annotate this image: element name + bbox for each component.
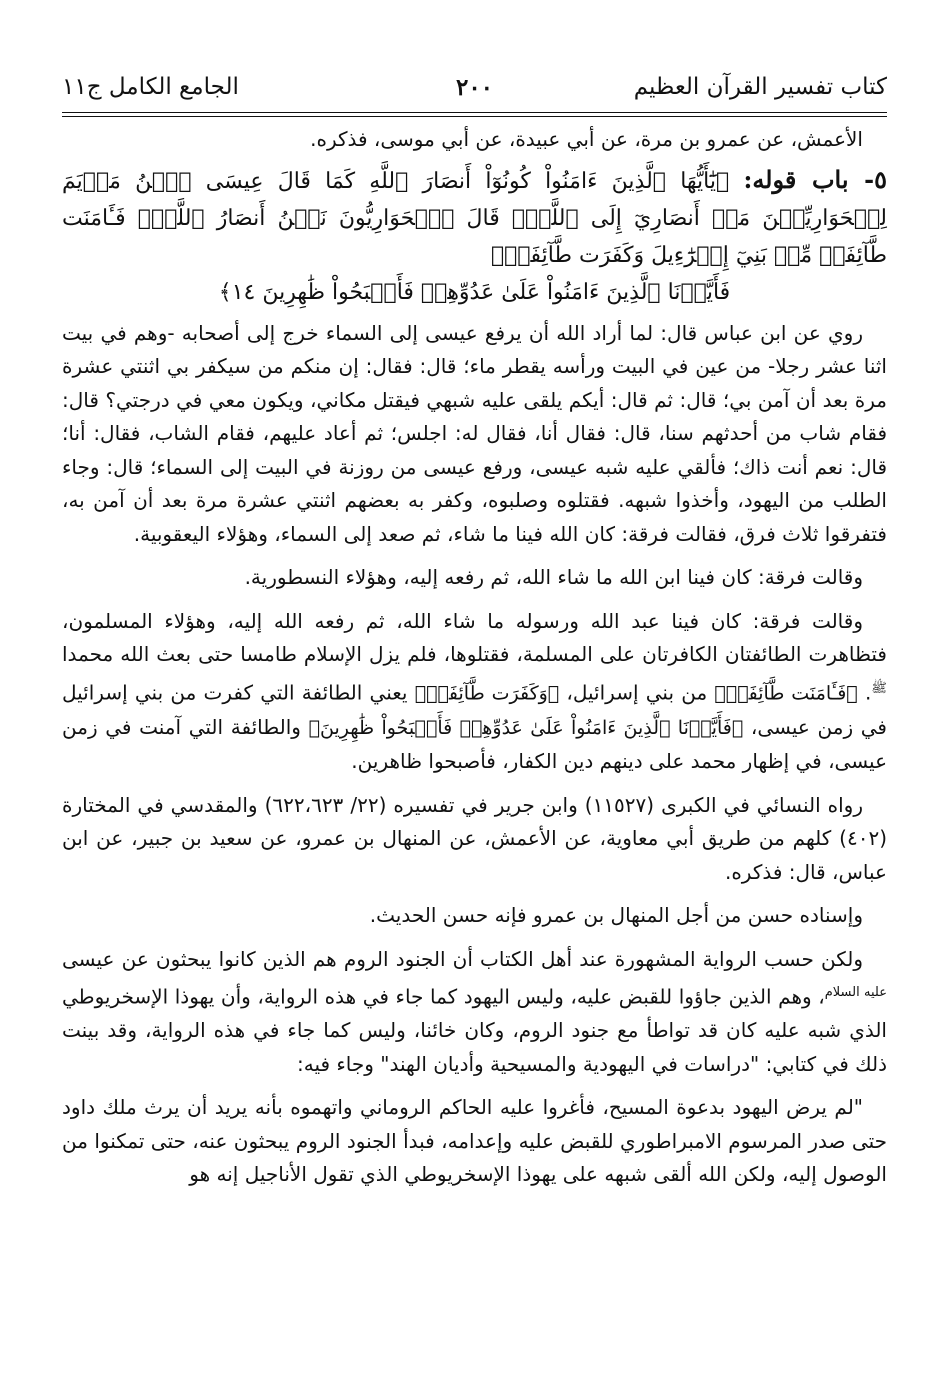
bab-number: ٥- باب قوله: [743,164,887,194]
text-segment: . [864,680,872,705]
quran-quote: ﴿فَـَٔامَنَت طَّآئِفَةٞ﴾ [714,682,858,705]
paragraph-muslims [62,605,887,779]
text-segment: ، وهم الذين جاؤوا للقبض عليه، وليس اليهود كما جاء في هذه الرواية، وأن يهوذا الإسخريوطي الذي شبه عليه كان قد تواطأ مع جنود الروم، وكان خائنا، وليس كما جاء في هذه الرواية، وقد بينت ذلك في كتابي: "دراسات في اليهودية والمسيحية وأديان الهند" وجاء فيه: [62,984,887,1076]
text-segment: وقالت فرقة: كان فينا عبد الله ورسوله ما شاء الله، ثم رفعه الله إليه، وهؤلاء المسلمون، فتظاهرت الطائفتان الكافرتان على المسلمة، فقتلوها، فلم يزل الإسلام طامسا حتى بعث الله محمدا [62,608,887,666]
paragraph-takhrij: رواه النسائي في الكبرى (١١٥٢٧) وابن جرير في تفسيره (٢٢/ ٦٢٢،٦٢٣) والمقدسي في المختارة (٤٠٢) كلهم من طريق أبي معاوية، عن الأعمش، عن المنهال بن عمرو، عن سعيد بن جبير، عن ابن عباس، قال: فذكره. [62,792,887,884]
paragraph-nestorians: وقالت فرقة: كان فينا ابن الله ما شاء الله، ثم رفعه إليه، وهؤلاء النسطورية. [244,565,863,589]
text-segment: يعني الطائفة التي كفرت من بني إسرائيل في زمن عيسى، [62,680,887,739]
paragraph-continuation: الأعمش، عن عمرو بن مرة، عن أبي عبيدة، عن أبي موسى، فذكره. [310,127,863,151]
page-number: ٢٠٠ [455,74,494,101]
text-segment: والطائفة التي آمنت في زمن عيسى، في إظهار محمد على دينهم دين الكفار، فأصبحوا ظاهرين. [62,714,887,774]
paragraph-grading: وإسناده حسن من أجل المنهال بن عمرو فإنه حسن الحديث. [369,903,863,928]
text-segment: ولكن حسب الرواية المشهورة عند أهل الكتاب أن الجنود الروم هم الذين كانوا يبحثون عن عيسى [62,946,863,971]
paragraph-narration: روي عن ابن عباس قال: لما أراد الله أن يرفع عيسى إلى السماء خرج إلى أصحابه -وهم في بيت اثنا عشر رجلا- من عين في البيت ورأسه يقطر ماء؛ قال: فقال: إن منكم من سيكفر بي اثنتي عشرة مرة بعد أن آمن بي؛ قال: ثم قال: أيكم يلقى عليه شبهي فيقتل مكاني، ويكون معي في درجتي؟ قال: فقام شاب من أحدثهم سنا، قال: فقال أنا، فقال له: اجلس؛ ثم أعاد عليهم، فقام الشاب، فقال: أنا؛ قال: نعم أنت ذاك؛ فألقي عليه شبه عيسى، ورفع عيسى من روزنة في البيت إلى السماء؛ قال: وجاء الطلب من اليهود، وأخذوا شبهه. فقتلوه وصلبوه، وكفر به بعضهم اثنتي عشرة مرة بعد أن آمن به، فتفرقوا ثلاث فرق، فقالت فرقة: كان الله فينا ما شاء، ثم صعد إلى السماء، وهؤلاء اليعقوبية. [62,320,887,546]
quran-verse-end: فَأَيَّدۡنَا ٱلَّذِينَ ءَامَنُواْ عَلَىٰ عَدُوِّهِمۡ فَأَصۡبَحُواْ ظَٰهِرِينَ ١٤﴾ [218,279,731,305]
header-rule [62,112,887,117]
volume-label: الجامع الكامل ج١١ [62,74,239,100]
quran-verse: ﴿يَٰٓأَيُّهَا ٱلَّذِينَ ءَامَنُواْ كُونُوٓاْ أَنصَارَ ٱللَّهِ كَمَا قَالَ عِيسَى ٱبۡنُ مَرۡيَمَ لِلۡحَوَارِيِّـۧنَ مَنۡ أَنصَارِيٓ إِلَى ٱللَّهِۖ قَالَ ٱلۡحَوَارِيُّونَ نَحۡنُ أَنصَارُ ٱللَّهِۖ فَـَٔامَنَت طَّآئِفَةٞ مِّنۢ بَنِيٓ إِسۡرَٰٓءِيلَ وَكَفَرَت طَّآئِفَةٞۖ [62,168,887,268]
bab-heading-line [62,161,887,274]
text-segment: من بني إسرائيل، [566,680,708,705]
alayhi-salam-symbol: عليه السلام [824,985,887,1001]
book-title: كتاب تفسير القرآن العظيم [633,74,887,100]
bab-heading-block [62,161,887,311]
book-page [62,68,887,1192]
salla-symbol: ﷺ [871,680,888,696]
quran-quote: ﴿فَأَيَّدۡنَا ٱلَّذِينَ ءَامَنُواْ عَلَىٰ عَدُوِّهِمۡ فَأَصۡبَحُواْ ظَٰهِرِينَ﴾ [308,716,744,739]
paragraph-quote: "لم يرض اليهود بدعوة المسيح، فأغروا عليه الحاكم الروماني واتهموه بأنه يريد أن يرث ملك داود حتى صدر المرسوم الامبراطوري للقبض عليه وإعدامه، فبدأ الجنود الروم يبحثون عنه، حتى تمكنوا من الوصول إليه، ولكن الله ألقى شبهه على يهوذا الإسخريوطي الذي تقول الأناجيل إنه هو [62,1095,887,1187]
page-header [62,68,887,108]
paragraph-commentary [62,943,887,1082]
quran-quote: ﴿وَكَفَرَت طَّآئِفَةٞ﴾ [414,682,560,705]
